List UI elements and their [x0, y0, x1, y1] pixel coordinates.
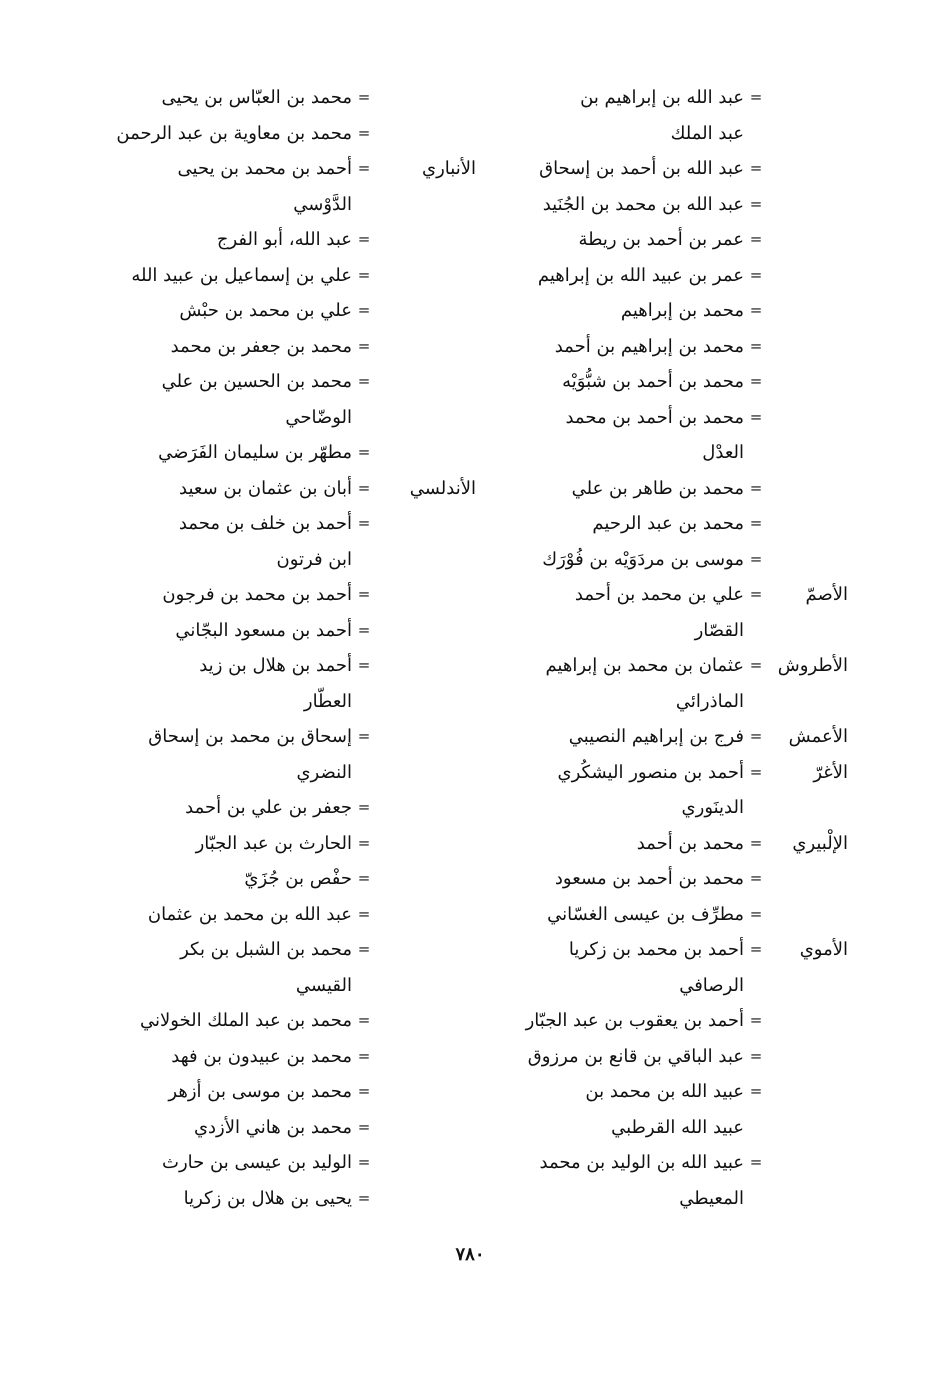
- index-entry: [48, 506, 476, 577]
- equals-sign: =: [357, 88, 371, 106]
- person-name: محمد بن جعفر بن محمد: [170, 335, 352, 357]
- nisba-label: الأنباري: [422, 158, 476, 179]
- person-name: محمد بن أحمد بن مسعود: [554, 868, 744, 889]
- index-entry: [468, 506, 848, 542]
- equals-sign: =: [749, 833, 763, 852]
- index-entry: [468, 1039, 848, 1075]
- index-entry: [48, 329, 476, 365]
- index-entry: [468, 471, 848, 507]
- person-name: مطهّر بن سليمان الفَرَضي: [158, 442, 352, 463]
- person-name: عبد الله بن محمد بن عثمان: [147, 903, 352, 925]
- index-entry: [48, 116, 476, 152]
- equals-sign: =: [357, 265, 371, 284]
- person-name: محمد بن الحسين بن علي الوضّاحي: [161, 371, 352, 428]
- equals-sign: =: [357, 904, 371, 923]
- equals-sign: =: [749, 1046, 763, 1065]
- person-name: أحمد بن هلال بن زيد العطّار: [199, 655, 352, 712]
- nisba-label: الأندلسي: [409, 477, 476, 499]
- equals-sign: =: [357, 230, 371, 248]
- person-name: أبان بن عثمان بن سعيد: [179, 477, 352, 499]
- person-name: عبد الله بن أحمد بن إسحاق: [539, 158, 744, 179]
- person-name: محمد بن عبد الرحيم: [592, 513, 744, 534]
- equals-sign: =: [749, 1153, 763, 1171]
- person-name: عبد الباقي بن قانع بن مرزوق: [527, 1045, 744, 1067]
- index-entry: [48, 258, 476, 294]
- index-entry: [468, 151, 848, 187]
- equals-sign: =: [357, 1046, 371, 1065]
- person-name: عبيد الله بن محمد بن عبيد الله القرطبي: [585, 1081, 744, 1138]
- equals-sign: =: [357, 514, 371, 532]
- equals-sign: =: [749, 656, 763, 674]
- equals-sign: =: [357, 1082, 371, 1100]
- index-entry: [468, 1145, 848, 1216]
- equals-sign: =: [357, 869, 371, 887]
- index-entry: [48, 151, 476, 222]
- index-entry: [48, 1074, 476, 1110]
- left-column: [48, 80, 476, 1216]
- person-name: فرج بن إبراهيم النصيبي: [568, 726, 744, 747]
- person-name: محمد بن أحمد بن شبُّوَيْه: [562, 371, 744, 392]
- equals-sign: =: [749, 869, 763, 887]
- index-entry: [468, 897, 848, 933]
- index-entry: [48, 1145, 476, 1181]
- equals-sign: =: [749, 478, 763, 497]
- index-entry: [48, 648, 476, 719]
- index-entry: [48, 932, 476, 1003]
- person-name: أحمد بن محمد بن يحيى الدَّوْسي: [177, 158, 352, 215]
- nisba-label: الإلْبيري: [792, 832, 848, 854]
- index-entry: [468, 293, 848, 329]
- equals-sign: =: [357, 159, 371, 177]
- equals-sign: =: [749, 159, 763, 177]
- person-name: أحمد بن محمد بن زكريا الرصافي: [568, 939, 744, 996]
- equals-sign: =: [357, 620, 371, 639]
- equals-sign: =: [357, 833, 371, 852]
- index-entry: [468, 80, 848, 151]
- person-name: عمر بن عبيد الله بن إبراهيم: [537, 264, 744, 286]
- nisba-label: الأطروش: [777, 655, 848, 676]
- equals-sign: =: [749, 549, 763, 568]
- equals-sign: =: [749, 407, 763, 426]
- person-name: أحمد بن خلف بن محمد ابن فرتون: [178, 513, 352, 570]
- person-name: أحمد بن يعقوب بن عبد الجبّار: [525, 1010, 744, 1031]
- index-entry: [468, 719, 848, 755]
- index-entry: [48, 435, 476, 471]
- person-name: محمد بن أحمد بن محمد العدْل: [565, 406, 744, 463]
- index-entry: [48, 1181, 476, 1217]
- equals-sign: =: [357, 585, 371, 603]
- equals-sign: =: [749, 1011, 763, 1029]
- person-name: جعفر بن علي بن أحمد: [185, 797, 352, 818]
- index-entry: [48, 80, 476, 116]
- index-entry: [48, 222, 476, 258]
- equals-sign: =: [749, 336, 763, 355]
- index-entry: [468, 542, 848, 578]
- person-name: محمد بن الشبل بن بكر القيسي: [180, 939, 352, 996]
- person-name: أحمد بن محمد بن فرجون: [162, 584, 352, 605]
- person-name: أحمد بن مسعود البجّاني: [175, 619, 352, 641]
- person-name: محمد بن هاني الأزدي: [193, 1116, 352, 1138]
- equals-sign: =: [749, 194, 763, 213]
- person-name: محمد بن العبّاس بن يحيى: [161, 87, 352, 108]
- right-column: [468, 80, 848, 1216]
- person-name: محمد بن إبراهيم بن أحمد: [554, 335, 744, 357]
- equals-sign: =: [357, 478, 371, 497]
- person-name: علي بن إسماعيل بن عبيد الله: [131, 264, 352, 286]
- person-name: محمد بن طاهر بن علي: [571, 477, 744, 499]
- person-name: إسحاق بن محمد بن إسحاق النضري: [148, 726, 352, 783]
- equals-sign: =: [357, 1188, 371, 1207]
- person-name: محمد بن عبيدون بن فهد: [171, 1045, 352, 1067]
- equals-sign: =: [749, 727, 763, 745]
- person-name: محمد بن إبراهيم: [620, 300, 744, 321]
- equals-sign: =: [357, 123, 371, 142]
- equals-sign: =: [357, 1153, 371, 1171]
- nisba-label: الأصمّ: [805, 584, 848, 605]
- person-name: عبد الله بن إبراهيم بن عبد الملك: [580, 87, 744, 144]
- nisba-label: الأموي: [799, 939, 848, 960]
- equals-sign: =: [749, 372, 763, 390]
- person-name: حفْص بن جُزَيّ: [244, 868, 352, 889]
- equals-sign: =: [357, 727, 371, 745]
- index-entry: [48, 719, 476, 790]
- index-entry: [468, 826, 848, 862]
- index-entry: [48, 471, 476, 507]
- index-entry: [468, 400, 848, 471]
- equals-sign: =: [749, 514, 763, 532]
- index-entry: [48, 293, 476, 329]
- index-entry: [48, 861, 476, 897]
- person-name: مطرِّف بن عيسى الغسّاني: [547, 903, 744, 925]
- person-name: عمر بن أحمد بن ريطة: [578, 229, 744, 250]
- index-entry: [48, 364, 476, 435]
- equals-sign: =: [749, 265, 763, 284]
- index-entry: [468, 364, 848, 400]
- index-entry: [468, 258, 848, 294]
- person-name: موسى بن مردَوَيْه بن فُوْرَك: [542, 548, 744, 570]
- equals-sign: =: [749, 301, 763, 319]
- index-entry: [48, 790, 476, 826]
- equals-sign: =: [357, 443, 371, 461]
- person-name: الحارث بن عبد الجبّار: [195, 832, 352, 854]
- equals-sign: =: [357, 656, 371, 674]
- equals-sign: =: [749, 230, 763, 248]
- person-name: محمد بن معاوية بن عبد الرحمن: [116, 122, 352, 144]
- person-name: محمد بن أحمد: [636, 832, 744, 854]
- nisba-label: الأغرّ: [813, 761, 848, 783]
- person-name: محمد بن موسى بن أزهر: [168, 1081, 352, 1102]
- equals-sign: =: [357, 940, 371, 958]
- index-entry: [468, 329, 848, 365]
- nisba-label: الأعمش: [788, 726, 848, 747]
- equals-sign: =: [357, 1011, 371, 1029]
- index-entry: [468, 932, 848, 1003]
- index-entry: [468, 755, 848, 826]
- index-entry: [468, 1074, 848, 1145]
- index-entry: [48, 613, 476, 649]
- person-name: محمد بن عبد الملك الخولاني: [139, 1010, 352, 1031]
- index-entry: [468, 861, 848, 897]
- person-name: الوليد بن عيسى بن حارث: [162, 1152, 352, 1173]
- index-entry: [48, 897, 476, 933]
- person-name: عبد الله بن محمد بن الجُنَيد: [542, 193, 744, 215]
- index-entry: [48, 577, 476, 613]
- index-entry: [468, 187, 848, 223]
- index-entry: [48, 1039, 476, 1075]
- index-entry: [48, 826, 476, 862]
- equals-sign: =: [749, 904, 763, 923]
- equals-sign: =: [357, 301, 371, 319]
- person-name: علي بن محمد بن حبْش: [179, 300, 352, 321]
- equals-sign: =: [357, 798, 371, 816]
- equals-sign: =: [749, 585, 763, 603]
- index-entry: [48, 1110, 476, 1146]
- index-entry: [468, 577, 848, 648]
- page-number: ٧٨٠: [455, 1244, 485, 1265]
- person-name: يحيى بن هلال بن زكريا: [183, 1187, 352, 1209]
- equals-sign: =: [357, 1117, 371, 1136]
- index-entry: [48, 1003, 476, 1039]
- person-name: عبيد الله بن الوليد بن محمد المعيطي: [539, 1152, 744, 1209]
- person-name: علي بن محمد بن أحمد القصّار: [574, 584, 744, 641]
- index-entry: [468, 648, 848, 719]
- index-entry: [468, 1003, 848, 1039]
- index-entry: [468, 222, 848, 258]
- equals-sign: =: [749, 1082, 763, 1100]
- person-name: أحمد بن منصور اليشكُري الدينَوري: [557, 761, 744, 818]
- equals-sign: =: [749, 940, 763, 958]
- equals-sign: =: [749, 88, 763, 106]
- person-name: عبد الله، أبو الفرج: [216, 229, 352, 250]
- equals-sign: =: [357, 372, 371, 390]
- equals-sign: =: [749, 762, 763, 781]
- equals-sign: =: [357, 336, 371, 355]
- person-name: عثمان بن محمد بن إبراهيم الماذرائي: [545, 655, 744, 712]
